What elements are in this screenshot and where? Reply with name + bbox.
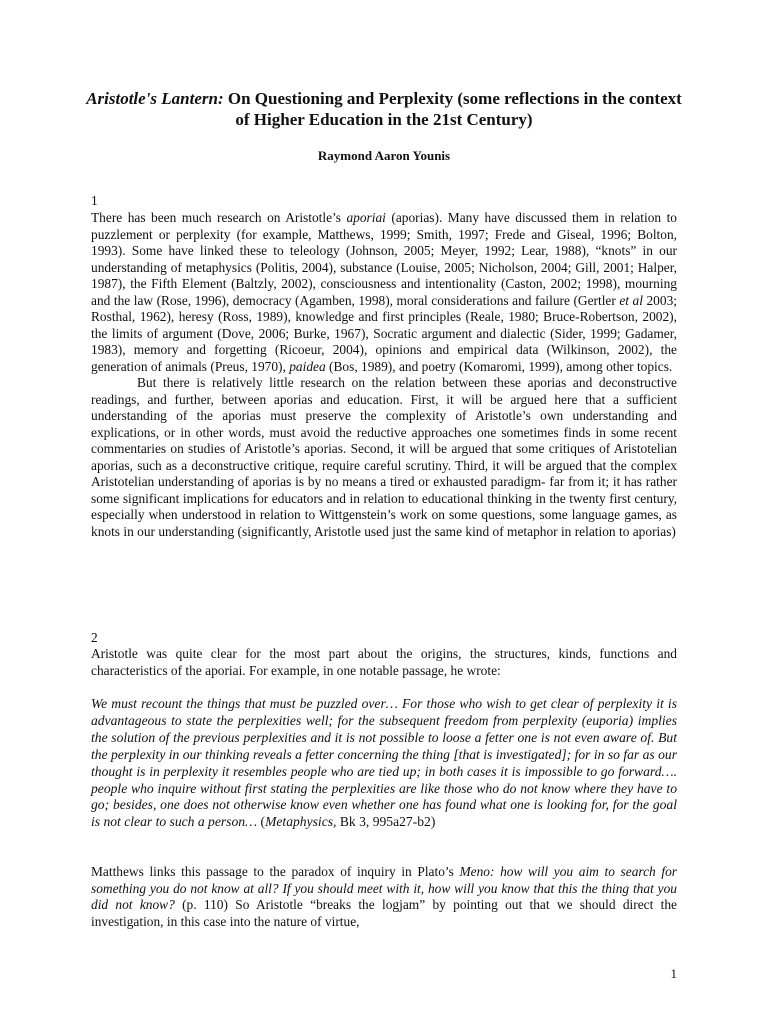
text-run: (aporias). Many have discussed them in relation to puzzlement or perplexity (for example, Matthews, 1999; Smith, 1997; Frede and Giseal, 1996; Bolton, 1993). Some have linked these to teleology (Johnson, 2005; Meyer, 1992; Lear, 1988), “knots” in our understanding of metaphysics (Politis, 2004), substance (Louise, 2005; Nicholson, 2004; Gill, 2001; Halper, 1987), the Fifth Element (Baltzly, 2002), consciousness and intentionality (Caston, 2002; 1998), mourning and the law (Rose, 1996), democracy (Agamben, 1998), moral considerations and failure (Gertler	[91, 210, 677, 308]
title-italic-part: Aristotle's Lantern:	[86, 89, 224, 108]
text-run: (p. 110) So Aristotle “breaks the logjam” by pointing out that we should direct the investigation, in this case into the nature of virtue,	[91, 897, 677, 929]
block-quote	[91, 696, 677, 831]
text-run: 2003; Rosthal, 1962), heresy (Ross, 1989), knowledge and first principles (Reale, 1980; Bruce-Robertson, 2002), the limits of argument (Dove, 2006; Burke, 1967), Socratic argument and dialectic (Sider, 1999; Gadamer, 1983), memory and forgetting (Ricoeur, 2004), opinions and empirical data (Wilkinson, 2002), the generation of animals (Preus, 1970),	[91, 292, 677, 374]
page-number: 1	[670, 966, 677, 981]
text-run: There has been much research on Aristotle’s	[91, 210, 347, 225]
quote-citation-open: (	[257, 814, 266, 830]
italic-term-paidea: paidea	[289, 358, 326, 374]
quote-citation-close: Bk 3, 995a27-b2)	[336, 814, 436, 830]
title-rest: On Questioning and Perplexity (some reflections in the context of Higher Education in the 21st Century)	[223, 89, 682, 129]
italic-et-al: et al	[619, 292, 643, 308]
text-run: Matthews links this passage to the paradox of inquiry in Plato’s	[91, 864, 460, 879]
section-2-paragraph-2	[91, 864, 677, 930]
italic-meno-quote: Meno: how will you aim to search for something you do not know at all? If you should meet with it, how will you know that this the thing that you did not know?	[91, 864, 678, 912]
section-2-body	[91, 864, 677, 930]
section-1-paragraph-2: But there is relatively little research on the relation between these aporias and deconstructive readings, and further, between aporias and education. First, it will be argued here that a sufficient understanding of the aporias must preserve the complexity of Aristotle’s own understanding and explications, or in other words, must avoid the reductive approaches one sometimes finds in some recent commentaries on studies of Aristotle’s aporias. Second, it will be argued that some critiques of Aristotelian aporias, such as a deconstructive critique, require careful scrutiny. Third, it will be argued that the complex Aristotelian understanding of aporias is by no means a tired or exhausted paradigm- far from it; it has rather some significant implications for educators and in relation to educational thinking in the twenty first century, especially when understood in relation to Wittgenstein’s work on some questions, some language games, as knots in our understanding (significantly, Aristotle used just the same kind of metaphor in relation to aporias)	[91, 375, 677, 539]
quote-citation-work: Metaphysics,	[265, 814, 337, 830]
section-1-body	[91, 210, 677, 540]
quote-paragraph	[91, 696, 677, 831]
document-title	[80, 88, 688, 130]
section-2-number: 2	[91, 630, 98, 645]
text-run: (Bos, 1989), and poetry (Komaromi, 1999), among other topics.	[325, 358, 673, 374]
quote-text: We must recount the things that must be puzzled over… For those who wish to get clear of perplexity it is advantageous to state the perplexities well; for the subsequent freedom from perplexity (euporia) implies the solution of the previous perplexities and it is not possible to loose a fetter one is not even aware of. But the perplexity in our thinking reveals a fetter concerning the thing [that is investigated]; for in so far as our thought is in perplexity it resembles people who are tied up; in both cases it is impossible to go forward…. people who inquire without first stating the perplexities are like those who do not know where they have to go; besides, one does not otherwise know even whether one has found what one is looking for, for the goal is not clear to such a person…	[91, 696, 677, 830]
section-1-number: 1	[91, 193, 98, 208]
italic-term-aporiai: aporiai	[346, 210, 386, 225]
author-name: Raymond Aaron Younis	[317, 148, 451, 163]
section-2-paragraph-1: Aristotle was quite clear for the most part about the origins, the structures, kinds, functions and characteristics of the aporiai. For example, in one notable passage, he wrote:	[91, 646, 677, 678]
section-2-intro	[91, 646, 677, 679]
section-1-paragraph-1	[91, 210, 677, 375]
